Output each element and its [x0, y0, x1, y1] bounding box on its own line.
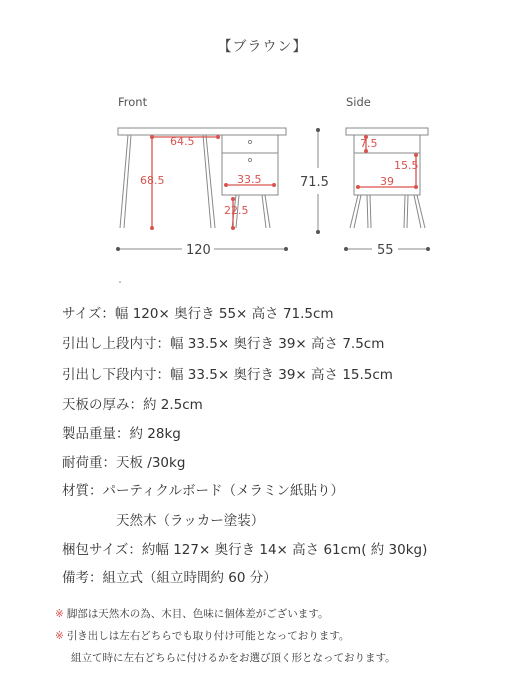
dim-total-height: 71.5: [300, 175, 329, 190]
note-text: 組立て時に左右どちらに付けるかをお選び頂く形となっております。: [71, 652, 396, 664]
spec-notes: 備考：組立式（組立時間約 60 分）: [62, 570, 277, 586]
spec-size: サイズ：幅 120× 奥行き 55× 高さ 71.5cm: [62, 306, 334, 322]
drawer-knob-lower: [248, 158, 251, 161]
spec-top-thickness: 天板の厚み：約 2.5cm: [62, 397, 203, 413]
dim-drawer-leg: 22.5: [224, 204, 249, 217]
side-tabletop: [346, 128, 428, 135]
spec-load: 耐荷重：天板 /30kg: [62, 455, 186, 471]
spec-upper-drawer: 引出し上段内寸：幅 33.5× 奥行き 39× 高さ 7.5cm: [62, 336, 385, 352]
note-mark: ※: [55, 630, 64, 642]
spec-material: 材質：パーティクルボード（メラミン紙貼り）: [62, 483, 345, 499]
dim-upper-drawer: 7.5: [360, 137, 378, 150]
side-label: Side: [346, 95, 371, 109]
note-text: 脚部は天然木の為、木目、色味に個体差がございます。: [66, 608, 329, 620]
page-title: 【ブラウン】: [217, 39, 308, 55]
dim-drawer-width: 64.5: [170, 135, 195, 148]
spec-package: 梱包サイズ：約幅 127× 奥行き 14× 高さ 61cm( 約 30kg): [62, 542, 428, 558]
dim-total-width: 120: [186, 243, 211, 258]
drawer-knob-upper: [248, 140, 251, 143]
front-tabletop: [118, 128, 286, 135]
dim-leg-height: 68.5: [140, 174, 165, 187]
dim-total-depth: 55: [377, 243, 394, 258]
front-label: Front: [118, 95, 148, 109]
note-text: 引き出しは左右どちらでも取り付け可能となっております。: [66, 630, 350, 642]
note-item: [71, 650, 396, 665]
spec-weight: 製品重量：約 28kg: [62, 426, 181, 442]
dim-lower-drawer: 15.5: [394, 159, 419, 172]
note-item: [55, 628, 349, 643]
note-mark: ※: [55, 608, 64, 620]
dimension-diagram: [0, 0, 525, 300]
spec-lower-drawer: 引出し下段内寸：幅 33.5× 奥行き 39× 高さ 15.5cm: [62, 367, 393, 383]
dim-depth-inner: 39: [380, 175, 394, 188]
dim-drawer-inner-width: 33.5: [237, 173, 262, 186]
spec-material-2: 天然木（ラッカー塗装）: [116, 513, 265, 529]
note-item: [55, 606, 328, 621]
